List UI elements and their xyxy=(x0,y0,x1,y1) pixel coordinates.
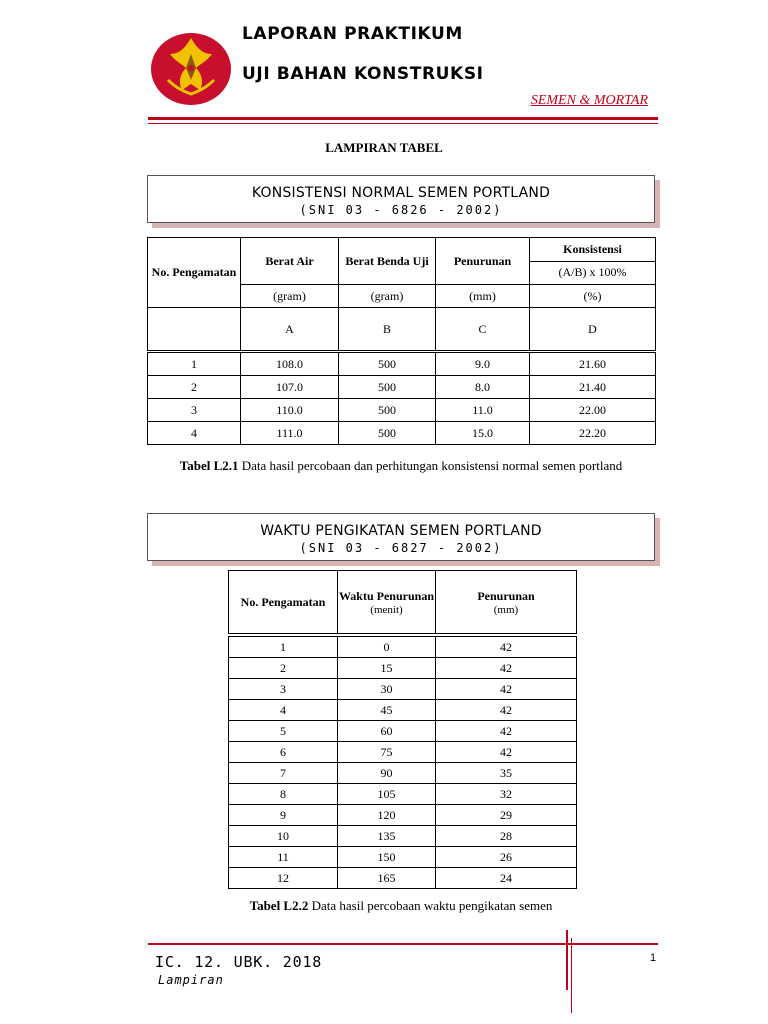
cell: 3 xyxy=(148,399,241,422)
consistency-table-header xyxy=(147,237,656,351)
cell: 15 xyxy=(338,658,436,679)
section-standard: (SNI 03 - 6826 - 2002) xyxy=(299,203,503,217)
cell: 26 xyxy=(436,847,577,868)
header-penurunan xyxy=(436,571,577,634)
table-row xyxy=(229,637,577,658)
header-rule-thin xyxy=(148,123,658,124)
setting-time-table-body xyxy=(228,636,577,889)
page-title: LAMPIRAN TABEL xyxy=(325,140,443,155)
setting-time-table-header xyxy=(228,570,577,634)
consistency-table-body xyxy=(147,352,656,445)
table-row xyxy=(229,658,577,679)
header-formula: (A/B) x 100% xyxy=(530,261,656,285)
header-penurunan-label: Penurunan xyxy=(477,588,535,603)
report-title-line1: LAPORAN PRAKTIKUM xyxy=(242,24,463,44)
cell: 165 xyxy=(338,868,436,889)
cell: 75 xyxy=(338,742,436,763)
cell: 500 xyxy=(339,422,436,445)
footer-bar xyxy=(566,930,568,990)
cell: 135 xyxy=(338,826,436,847)
code-empty xyxy=(148,308,241,351)
cell: 108.0 xyxy=(241,353,339,376)
code-b: B xyxy=(339,308,436,351)
header-berat-air: Berat Air xyxy=(241,238,339,285)
cell: 4 xyxy=(148,422,241,445)
report-title-line2: UJI BAHAN KONSTRUKSI xyxy=(242,64,484,84)
cell: 11.0 xyxy=(436,399,530,422)
cell: 28 xyxy=(436,826,577,847)
cell: 107.0 xyxy=(241,376,339,399)
table-caption-1 xyxy=(148,456,654,476)
table-row xyxy=(229,805,577,826)
unit-berat-air: (gram) xyxy=(241,285,339,308)
cell: 12 xyxy=(229,868,338,889)
cell: 3 xyxy=(229,679,338,700)
footer-code: IC. 12. UBK. 2018 xyxy=(155,953,323,971)
table-row xyxy=(229,847,577,868)
cell: 2 xyxy=(148,376,241,399)
cell: 24 xyxy=(436,868,577,889)
footer-section: Lampiran xyxy=(158,973,224,987)
table-row xyxy=(148,399,656,422)
cell: 0 xyxy=(338,637,436,658)
cell: 7 xyxy=(229,763,338,784)
code-c: C xyxy=(436,308,530,351)
table-row xyxy=(229,700,577,721)
code-d: D xyxy=(530,308,656,351)
table-row xyxy=(229,868,577,889)
cell: 105 xyxy=(338,784,436,805)
caption-label: Tabel L2.2 xyxy=(249,898,309,913)
cell: 21.60 xyxy=(530,353,656,376)
unit-penurunan: (mm) xyxy=(436,285,530,308)
cell: 1 xyxy=(148,353,241,376)
table-row xyxy=(229,763,577,784)
cell: 5 xyxy=(229,721,338,742)
section-title: WAKTU PENGIKATAN SEMEN PORTLAND xyxy=(260,523,542,539)
cell: 42 xyxy=(436,637,577,658)
cell: 60 xyxy=(338,721,436,742)
unit-konsistensi: (%) xyxy=(530,285,656,308)
cell: 42 xyxy=(436,700,577,721)
unit-berat-benda: (gram) xyxy=(339,285,436,308)
table-row xyxy=(229,721,577,742)
table-row xyxy=(229,826,577,847)
cell: 45 xyxy=(338,700,436,721)
cell: 500 xyxy=(339,353,436,376)
page-number: 1 xyxy=(650,952,657,964)
header-rule-thick xyxy=(148,117,658,120)
caption-label: Tabel L2.1 xyxy=(179,458,239,473)
cell: 4 xyxy=(229,700,338,721)
cell: 32 xyxy=(436,784,577,805)
cell: 500 xyxy=(339,399,436,422)
cell: 9.0 xyxy=(436,353,530,376)
cell: 42 xyxy=(436,742,577,763)
cell: 500 xyxy=(339,376,436,399)
section-title: KONSISTENSI NORMAL SEMEN PORTLAND xyxy=(251,185,551,201)
cell: 42 xyxy=(436,721,577,742)
cell: 8.0 xyxy=(436,376,530,399)
cell: 35 xyxy=(436,763,577,784)
cell: 21.40 xyxy=(530,376,656,399)
caption-text: Data hasil percobaan waktu pengikatan semen xyxy=(308,898,553,913)
cell: 110.0 xyxy=(241,399,339,422)
university-logo-icon xyxy=(148,24,234,110)
caption-text: Data hasil percobaan dan perhitungan konsistensi normal semen portland xyxy=(238,458,623,473)
cell: 90 xyxy=(338,763,436,784)
section-title-box-2 xyxy=(147,513,655,561)
table-row xyxy=(148,376,656,399)
section-standard: (SNI 03 - 6827 - 2002) xyxy=(299,541,503,555)
cell: 22.20 xyxy=(530,422,656,445)
cell: 1 xyxy=(229,637,338,658)
footer-rule xyxy=(148,943,658,945)
footer-bar-thin xyxy=(571,938,572,1013)
table-row xyxy=(148,353,656,376)
header-waktu-label: Waktu Penurunan xyxy=(338,588,435,603)
cell: 8 xyxy=(229,784,338,805)
header-waktu xyxy=(338,571,436,634)
subject-label: SEMEN & MORTAR xyxy=(530,93,648,108)
header-berat-benda: Berat Benda Uji xyxy=(339,238,436,285)
header-penurunan-unit: (mm) xyxy=(493,603,519,616)
cell: 2 xyxy=(229,658,338,679)
table-row xyxy=(229,784,577,805)
cell: 42 xyxy=(436,679,577,700)
cell: 11 xyxy=(229,847,338,868)
header-penurunan: Penurunan xyxy=(436,238,530,285)
cell: 29 xyxy=(436,805,577,826)
table-row xyxy=(148,422,656,445)
cell: 6 xyxy=(229,742,338,763)
cell: 30 xyxy=(338,679,436,700)
cell: 15.0 xyxy=(436,422,530,445)
header-no: No. Pengamatan xyxy=(148,238,241,308)
table-row xyxy=(229,679,577,700)
code-a: A xyxy=(241,308,339,351)
header-no: No. Pengamatan xyxy=(229,571,338,634)
cell: 111.0 xyxy=(241,422,339,445)
cell: 150 xyxy=(338,847,436,868)
header-waktu-unit: (menit) xyxy=(370,603,403,616)
cell: 22.00 xyxy=(530,399,656,422)
cell: 42 xyxy=(436,658,577,679)
section-title-box-1 xyxy=(147,175,655,223)
table-row xyxy=(229,742,577,763)
header-konsistensi: Konsistensi xyxy=(530,238,656,262)
cell: 10 xyxy=(229,826,338,847)
cell: 9 xyxy=(229,805,338,826)
table-caption-2 xyxy=(148,896,654,916)
cell: 120 xyxy=(338,805,436,826)
